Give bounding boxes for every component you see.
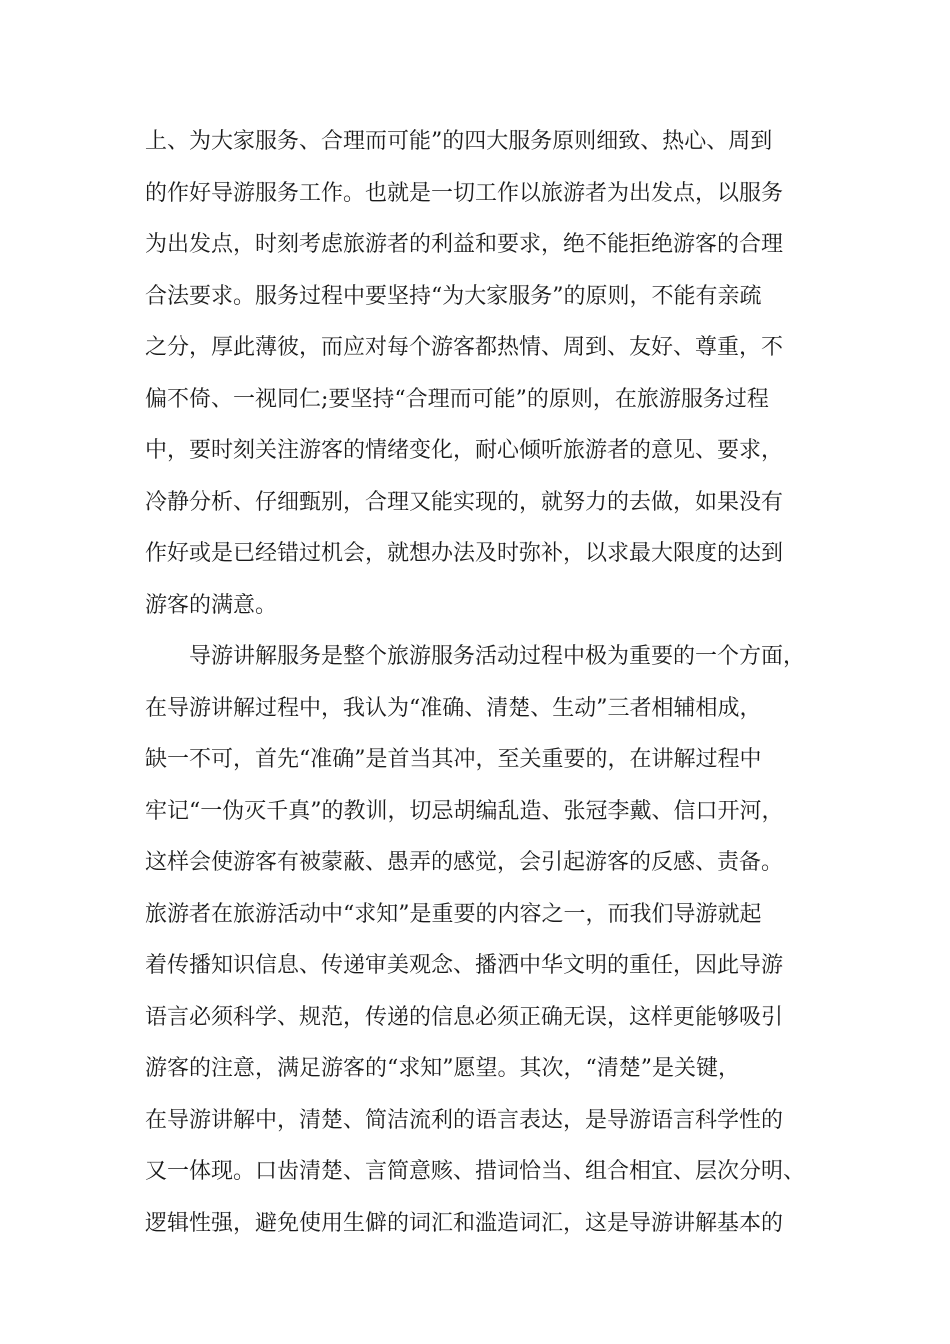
text-line: 上、为大家服务、合理而可能”的四大服务原则细致、热心、周到 (145, 129, 773, 154)
text-line: 旅游者在旅游活动中“求知”是重要的内容之一，而我们导游就起 (145, 901, 762, 927)
text-line-indented: 导游讲解服务是整个旅游服务活动过程中极为重要的一个方面， (189, 644, 806, 669)
text-line: 又一体现。口齿清楚、言简意赅、措词恰当、组合相宜、层次分明、 (145, 1159, 806, 1184)
text-line: 逻辑性强，避免使用生僻的词汇和滥造词汇，这是导游讲解基本的 (145, 1210, 784, 1236)
text-line: 之分，厚此薄彼，而应对每个游客都热情、周到、友好、尊重，不 (145, 335, 784, 360)
text-line: 合法要求。服务过程中要坚持“为大家服务”的原则，不能有亲疏 (145, 283, 762, 309)
body-text (145, 116, 835, 1249)
text-line: 在导游讲解过程中，我认为“准确、清楚、生动”三者相辅相成， (145, 695, 762, 721)
paragraph-service-principles (145, 116, 835, 631)
paragraph-guide-explanation (145, 631, 835, 1249)
text-line: 语言必须科学、规范，传递的信息必须正确无误，这样更能够吸引 (145, 1004, 784, 1030)
text-line: 游客的满意。 (145, 592, 278, 618)
text-line: 着传播知识信息、传递审美观念、播洒中华文明的重任，因此导游 (145, 953, 784, 978)
text-line: 作好或是已经错过机会，就想办法及时弥补，以求最大限度的达到 (145, 541, 784, 566)
text-line: 偏不倚、一视同仁;要坚持“合理而可能”的原则，在旅游服务过程 (145, 386, 769, 412)
text-line: 牢记“一伪灭千真”的教训，切忌胡编乱造、张冠李戴、信口开河， (145, 798, 784, 824)
text-line: 在导游讲解中，清楚、简洁流利的语言表达，是导游语言科学性的 (145, 1107, 784, 1133)
text-line: 冷静分析、仔细甄别，合理又能实现的，就努力的去做，如果没有 (145, 489, 784, 515)
text-line: 中，要时刻关注游客的情绪变化，耐心倾听旅游者的意见、要求， (145, 438, 784, 463)
text-line: 这样会使游客有被蒙蔽、愚弄的感觉，会引起游客的反感、责备。 (145, 850, 784, 875)
text-line: 缺一不可，首先“准确”是首当其冲，至关重要的，在讲解过程中 (145, 747, 762, 772)
text-line: 为出发点，时刻考虑旅游者的利益和要求，绝不能拒绝游客的合理 (145, 232, 784, 257)
text-line: 的作好导游服务工作。也就是一切工作以旅游者为出发点，以服务 (145, 180, 784, 206)
text-line: 游客的注意，满足游客的“求知”愿望。其次，“清楚”是关键， (145, 1056, 740, 1081)
